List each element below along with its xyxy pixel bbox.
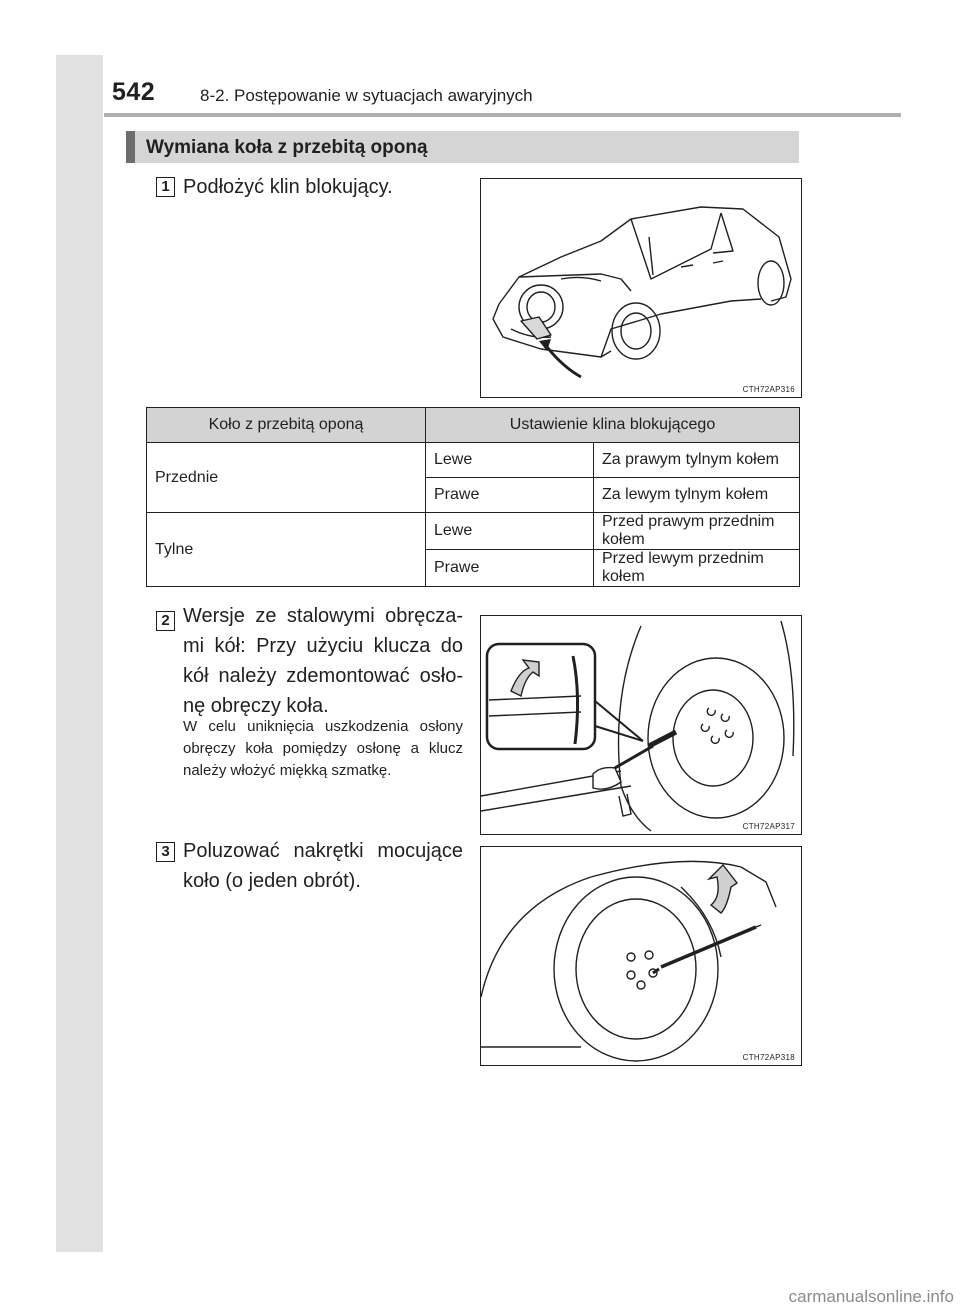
section-heading: [126, 131, 799, 163]
table-header-chock: Ustawienie klina blokującego: [426, 408, 800, 443]
table-header-row: [147, 408, 800, 443]
table-header-wheel: Koło z przebitą oponą: [147, 408, 426, 443]
figure-code: CTH72AP317: [742, 822, 795, 831]
table-row: [147, 513, 800, 550]
step-2-text: Wersje ze stalowymi obręcza-mi kół: Przy użyciu klucza do kół należy zdemontować osło-nę obręczy koła.: [183, 605, 463, 717]
step-number-2: 2: [156, 611, 175, 631]
step-3-text: Poluzować nakrętki mocujące koło (o jeden obrót).: [183, 840, 463, 892]
chock-position-table: [146, 407, 800, 587]
figure-hubcap-removal: [480, 615, 802, 835]
table-cell-position: Za prawym tylnym kołem: [594, 443, 800, 478]
figure-wheel-chock: [480, 178, 802, 398]
figure-code: CTH72AP316: [742, 385, 795, 394]
wheel-nuts-illustration: [481, 847, 801, 1065]
hubcap-illustration: [481, 616, 801, 834]
header-divider: [104, 113, 901, 117]
section-heading-text: Wymiana koła z przebitą oponą: [146, 137, 428, 158]
table-cell-position: Przed prawym przednim kołem: [594, 513, 800, 550]
step-number-3: 3: [156, 842, 175, 862]
car-chock-illustration: [481, 179, 801, 397]
table-row: [147, 443, 800, 478]
table-cell-wheel: Tylne: [147, 513, 426, 587]
table-cell-side: Lewe: [426, 443, 594, 478]
step-1-text: Podłożyć klin blokujący.: [183, 176, 393, 198]
table-cell-position: Przed lewym przednim kołem: [594, 550, 800, 587]
table-cell-side: Prawe: [426, 478, 594, 513]
step-2-note: W celu uniknięcia uszkodzenia osłony obręczy koła pomiędzy osłonę a klucz należy włożyć miękką szmatkę.: [183, 718, 463, 779]
chapter-title: 8-2. Postępowanie w sytuacjach awaryjnych: [200, 86, 533, 105]
figure-loosen-nuts: [480, 846, 802, 1066]
table-cell-side: Prawe: [426, 550, 594, 587]
step-number-1: 1: [156, 177, 175, 197]
section-heading-bar: [126, 131, 135, 163]
figure-code: CTH72AP318: [742, 1053, 795, 1062]
table-cell-side: Lewe: [426, 513, 594, 550]
page-number: 542: [112, 78, 156, 106]
table-cell-wheel: Przednie: [147, 443, 426, 513]
watermark: carmanualsonline.info: [788, 1287, 954, 1306]
side-strip: [56, 55, 103, 1252]
table-cell-position: Za lewym tylnym kołem: [594, 478, 800, 513]
